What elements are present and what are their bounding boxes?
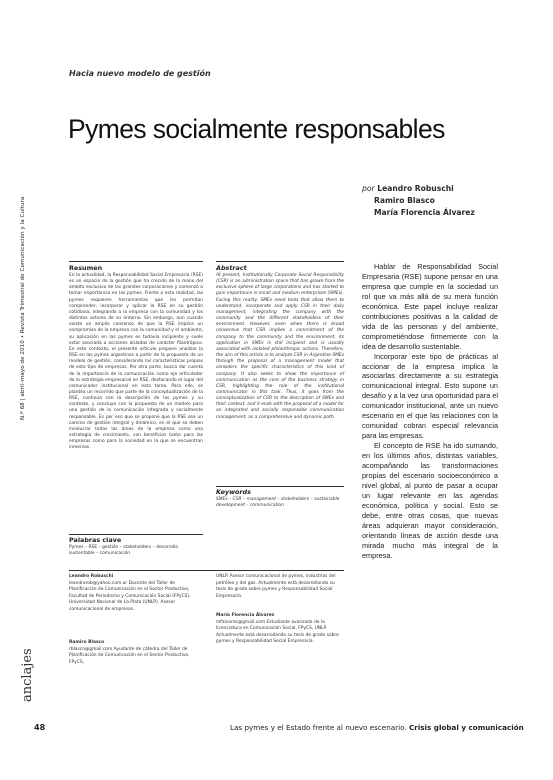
abstract-en-text: At present, Institutionally Corporate Social Responsibility (CSR) is an administration space that has grown from the exclusive sphere of large corporations and has started to gain importance in small and medium enterprises (SMEs). Facing this reality, SMEs need tools that allow them to understand, incorporate and apply CSR in their daily management, integrating the company with the community and the different stakeholders of their environment. However, even when there is broad consensus that CSR implies a commitment of the company to the community and the environment, its application in SMEs is still incipient and is usually associated with isolated philanthropic actions. Therefore, the aim of this article is to analyze CSR in Argentine SMEs through the proposal of a management model that considers the specific characteristics of this kind of company. It also seeks to show the importance of communication as the core of the business strategy in CSR, highlighting the role of the institutional communicator in this task. Thus, it goes from the conceptualization of CSR to the description of SMEs and their context, and it ends with the proposal of a model for an integrated and socially responsible communication management, as a comprehensive and dynamic path. — [216, 273, 344, 420]
divider — [69, 534, 203, 535]
running-header-text: N.º 68 | abril–mayo de 2010 • Revista Trimestral de Comunicación y la Cultura — [20, 196, 26, 420]
bio-text: leandrorob@yahoo.com.ar Docente del Taller de Planificación de Comunicación en el Sector Productivo, Facultad de Periodismo y Comunicación Social (FPyCS), Universidad Nacional de La Plata (UNLP). Asesor comunicacional de empresas. — [69, 580, 191, 612]
bio-name: María Florencia Álvarez — [216, 613, 275, 618]
footer-text: Las pymes y el Estado frente al nuevo escenario. — [230, 723, 407, 732]
body-paragraph: Hablar de Responsabilidad Social Empresaria (RSE) supone pensar en una empresa que cumple en la sociedad un rol que va más allá de su mera función económica. Este papel incluye realizar contribuciones positivas a la calidad de vida de las personas y del ambiente, comprometiéndose firmemente con la idea de desarrollo sustentable. — [362, 262, 498, 351]
running-header — [20, 60, 42, 420]
abstract-es-heading: Resumen — [69, 264, 103, 272]
footer-bold-text: Crisis global y comunicación — [409, 723, 524, 732]
divider — [216, 261, 344, 262]
author-bio — [69, 640, 203, 666]
author-bio — [69, 574, 203, 614]
abstract-es-text: En la actualidad, la Responsabilidad Social Empresaria (RSE) es un espacio de la gestión que ha crecido de la mano del ámbito exclusivo de las grandes corporaciones y comenzó a tomar importancia en las pymes. Frente a esta realidad, las pymes requieren herramientas que les permitan comprender, incorporar y aplicar la RSE en su gestión cotidiana, integrando a la empresa con la comunidad y los distintos actores de su entorno. Sin embargo, aún cuando existe un amplio consenso de que la RSE implica un compromiso de la empresa con la comunidad y el ambiente, su aplicación en las pymes es todavía incipiente y suele estar asociada a acciones aisladas de carácter filantrópico. En este contexto, el presente artículo propone analizar la RSE en las pymes argentinas a partir de la propuesta de un modelo de gestión, considerando las características propias de este tipo de empresas. Por otra parte, busca dar cuenta de la importancia de la comunicación como eje articulador de la estrategia empresarial en RSE, destacando el lugar del comunicador institucional en esta tarea. Para ello, se plantea un recorrido que parte de la conceptualización de la RSE, continúa con la descripción de las pymes y su contexto, y concluye con la propuesta de un modelo para una gestión de la comunicación integrada y socialmente responsable. Es por eso que se propone que la RSE sea un camino de gestión integral y dinámico, en el que se deben involucrar todas las áreas de la empresa como una estrategia de crecimiento, con beneficios tanto para las empresas como para la sociedad en la que se encuentran inmersas. — [69, 273, 203, 451]
abstract-en-heading: Abstract — [216, 264, 247, 272]
keywords-es-heading: Palabras clave — [69, 536, 122, 544]
journal-tag — [20, 648, 38, 702]
author-bio — [216, 574, 344, 600]
keywords-en-text: SMEs – CSR – management – stakeholders – sustainable development – communication — [216, 497, 340, 509]
body-paragraph: El concepto de RSE ha ido sumando, en los últimos años, distintas variables, acompañando las transformaciones propias del escenario socioeconómico a nivel global, al punto de pasar a ocupar un lugar relevante en las agendas económica, política y social. Esto se debe, entre otras cosas, que nuevas áreas adquieran mayor consideración, orientando líneas de acción desde una mirada mucho más integral de la empresa. — [362, 441, 498, 560]
author-name: Leandro Robuschi — [377, 184, 454, 193]
page-footer — [230, 723, 524, 732]
divider — [216, 486, 344, 487]
author-bio — [216, 613, 344, 646]
page-number: 48 — [34, 723, 46, 732]
bio-text: mfalvarez@gmail.com Estudiante avanzada de la licenciatura en Comunicación Social, FPyCS, UNLP. Actualmente está desarrollando su tesis de grado sobre pymes y Responsabilidad Social Empresaria. — [216, 619, 339, 645]
author-by-label: por — [362, 184, 375, 193]
divider — [69, 570, 344, 571]
author-name: Ramiro Blasco — [374, 196, 435, 205]
bio-text: UNLP. Asesor comunicacional de pymes, industrias del petróleo y del gas. Actualmente está desarrollando su tesis de grado sobre pymes y Responsabilidad Social Empresaria. — [216, 574, 336, 599]
body-paragraph: Incorporar este tipo de prácticas al accionar de la empresa implica la asociarlas directamente a su estrategia comunicacional integral. Esto supone un desafío y a la vez una oportunidad para el comunicador institucional, ante un nuevo escenario en el que las relaciones con la comunidad cobran especial relevancia para las empresas. — [362, 351, 498, 441]
keywords-es-text: Pymes – RSE – gestión – stakeholders – desarrollo sustentable – comunicación — [69, 545, 179, 557]
bio-text: rblasco@gmail.com Ayudante de cátedra del Taller de Planificación de Comunicación en el Sector Productivo, FPyCS, — [69, 646, 190, 665]
journal-tag-text: anclajes — [20, 648, 35, 702]
body-column — [362, 262, 498, 561]
author-block — [362, 183, 475, 219]
section-label: Hacia nuevo modelo de gestión — [69, 69, 211, 78]
bio-name: Ramiro Blasco — [69, 640, 105, 645]
author-name: María Florencia Álvarez — [374, 208, 475, 217]
page-title: Pymes socialmente responsables — [68, 114, 445, 144]
bio-name: Leandro Robuschi — [69, 574, 114, 579]
divider — [69, 261, 203, 262]
keywords-en-heading: Keywords — [216, 488, 251, 496]
